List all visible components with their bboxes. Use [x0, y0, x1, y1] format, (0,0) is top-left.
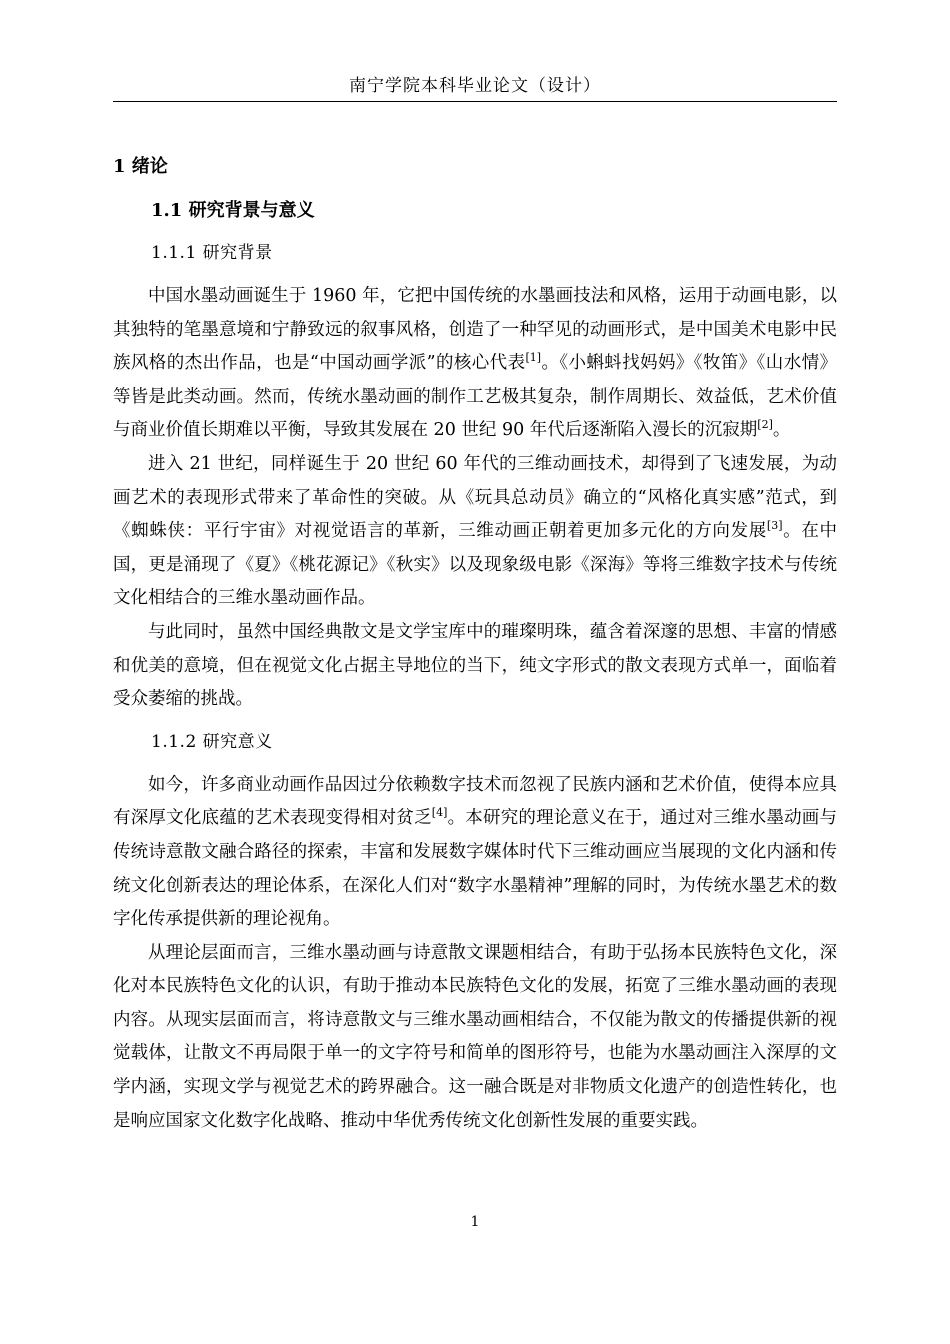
page-body	[113, 152, 837, 1138]
paragraph-text: 中国水墨动画诞生于 1960 年，它把中国传统的水墨画技法和风格，运用于动画电影，以其独特的笔墨意境和宁静致远的叙事风格，创造了一种罕见的动画形式，是中国美术电影中民族风格的杰出作品，也是“中国动画学派”的核心代表	[113, 286, 837, 374]
subsection-heading-significance: 1.1.2 研究意义	[151, 731, 273, 752]
citation-ref: [2]	[757, 418, 773, 432]
paragraph-text: 。《小蝌蚪找妈妈》《牧笛》《山水情》等皆是此类动画。然而，传统水墨动画的制作工艺极其复杂，制作周期长、效益低，艺术价值与商业价值长期难以平衡，导致其发展在 20 世纪 90 年代后逐渐陷入漫长的沉寂期	[113, 353, 837, 441]
paragraph-significance-2: 从理论层面而言，三维水墨动画与诗意散文课题相结合，有助于弘扬本民族特色文化，深化对本民族特色文化的认识，有助于推动本民族特色文化的发展，拓宽了三维水墨动画的表现内容。从现实层面而言，将诗意散文与三维水墨动画相结合，不仅能为散文的传播提供新的视觉载体，让散文不再局限于单一的文字符号和简单的图形符号，也能为水墨动画注入深厚的文学内涵，实现文学与视觉艺术的跨界融合。这一融合既是对非物质文化遗产的创造性转化，也是响应国家文化数字化战略、推动中华优秀传统文化创新性发展的重要实践。	[113, 942, 837, 1131]
paragraph-text: 。本研究的理论意义在于，通过对三维水墨动画与传统诗意散文融合路径的探索，丰富和发展数字媒体时代下三维动画应当展现的文化内涵和传统文化创新表达的理论体系，在深化人们对“数字水墨精神”理解的同时，为传统水墨艺术的数字化传承提供新的理论视角。	[113, 808, 837, 930]
section-heading: 1.1 研究背景与意义	[151, 200, 315, 221]
chapter-heading: 1 绪论	[113, 156, 168, 177]
subsection-heading-background: 1.1.1 研究背景	[151, 243, 273, 263]
paragraph-background-2	[113, 448, 837, 616]
paragraph-text: 进入 21 世纪，同样诞生于 20 世纪 60 年代的三维动画技术，却得到了飞速发展，为动画艺术的表现形式带来了革命性的突破。从《玩具总动员》确立的“风格化真实感”范式，到《蜘蛛侠：平行宇宙》对视觉语言的革新，三维动画正朝着更加多元化的方向发展	[113, 453, 837, 542]
citation-ref: [1]	[525, 351, 542, 365]
paragraph-significance-1	[113, 769, 837, 937]
page-number: 1	[470, 1214, 480, 1230]
paragraph-background-1	[113, 280, 837, 448]
paragraph-text: 如今，许多商业动画作品因过分依赖数字技术而忽视了民族内涵和艺术价值，使得本应具有深厚文化底蕴的艺术表现变得相对贫乏	[113, 774, 837, 829]
paragraph-text: 。在中国，更是涌现了《夏》《桃花源记》《秋实》以及现象级电影《深海》等将三维数字技术与传统文化相结合的三维水墨动画作品。	[113, 521, 838, 609]
running-header: 南宁学院本科毕业论文（设计）	[349, 76, 601, 96]
paragraph-background-3: 与此同时，虽然中国经典散文是文学宝库中的璀璨明珠，蕴含着深邃的思想、丰富的情感和优美的意境，但在视觉文化占据主导地位的当下，纯文字形式的散文表现方式单一，面临着受众萎缩的挑战。	[113, 621, 837, 710]
citation-ref: [3]	[766, 519, 783, 533]
paragraph-text: 。	[772, 420, 791, 441]
citation-ref: [4]	[431, 806, 448, 820]
header-rule	[113, 101, 837, 102]
